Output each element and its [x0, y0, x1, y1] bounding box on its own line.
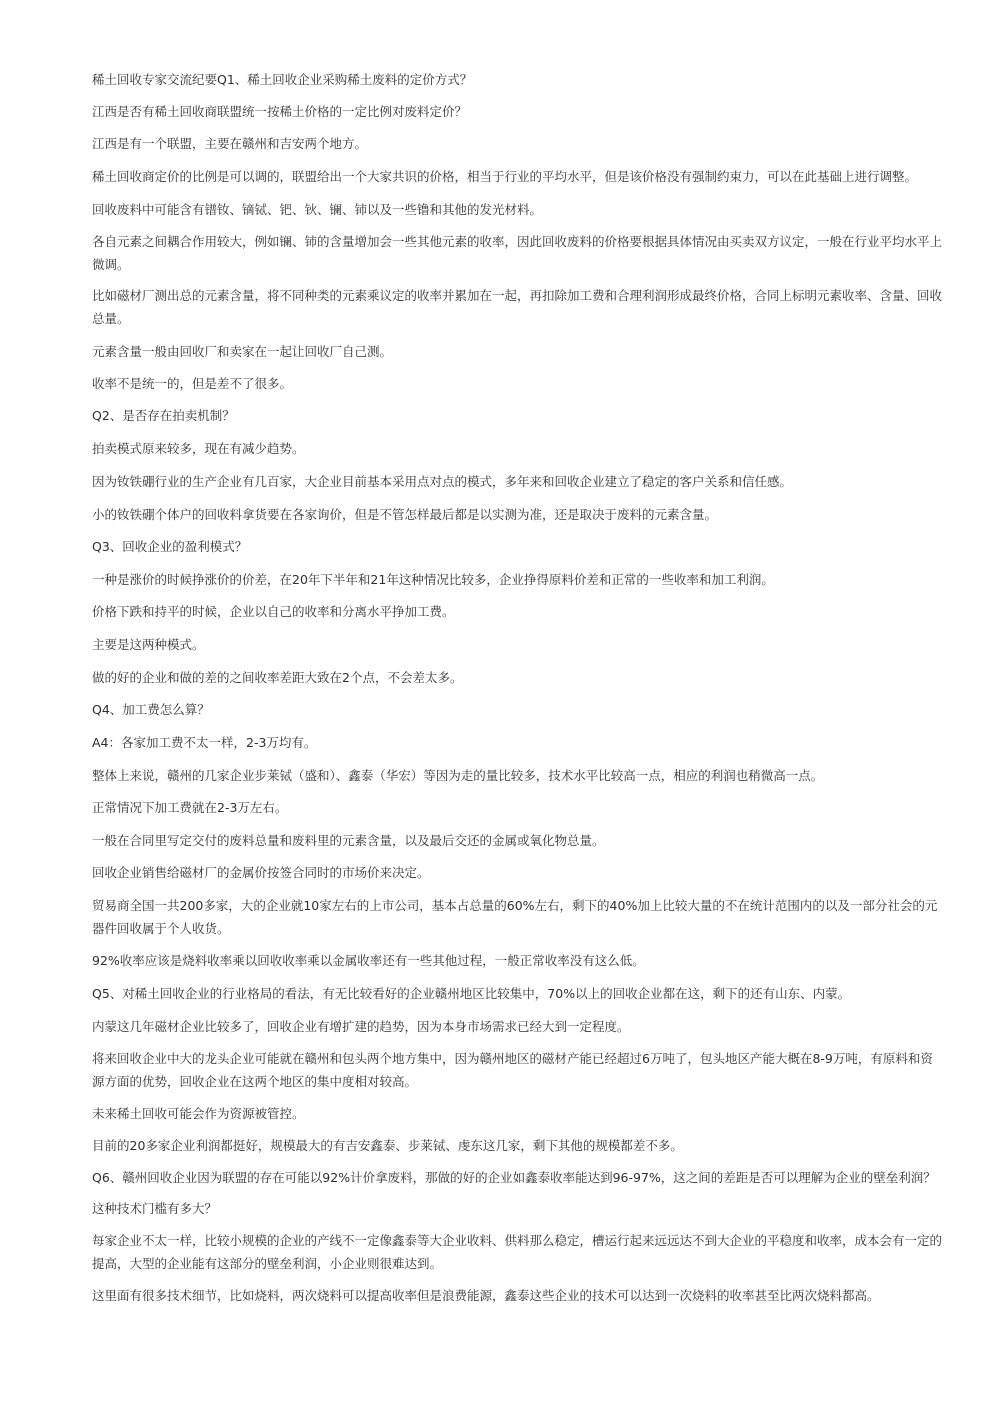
paragraph: 因为钕铁硼行业的生产企业有几百家，大企业目前基本采用点对点的模式，多年来和回收企业建立了稳定的客户关系和信任感。 — [92, 474, 793, 489]
paragraph: 正常情况下加工费就在2-3万左右。 — [92, 800, 288, 815]
question-heading: Q3、回收企业的盈利模式？ — [92, 539, 248, 554]
question-heading: Q5、对稀土回收企业的行业格局的看法，有无比较看好的企业赣州地区比较集中，70%以上的回收企业都在这，剩下的还有山东、内蒙。 — [92, 986, 851, 1001]
paragraph: 稀土回收商定价的比例是可以调的，联盟给出一个大家共识的价格，相当于行业的平均水平，但是该价格没有强制约束力，可以在此基础上进行调整。 — [92, 169, 918, 184]
paragraph: 将来回收企业中大的龙头企业可能就在赣州和包头两个地方集中，因为赣州地区的磁材产能已经超过6万吨了，包头地区产能大概在8-9万吨，有原料和资源方面的优势，回收企业在这两个地区的集中度相对较高。 — [92, 1051, 933, 1089]
paragraph: 主要是这两种模式。 — [92, 637, 205, 652]
paragraph: 小的钕铁硼个体户的回收料拿货要在各家询价，但是不管怎样最后都是以实测为准，还是取决于废料的元素含量。 — [92, 507, 718, 522]
paragraph: 整体上来说，赣州的几家企业步莱铽（盛和）、鑫泰（华宏）等因为走的量比较多，技术水平比较高一点，相应的利润也稍微高一点。 — [92, 768, 824, 783]
paragraph-title: 稀土回收专家交流纪要Q1、稀土回收企业采购稀土废料的定价方式？ — [92, 72, 473, 87]
paragraph: 价格下跌和持平的时候，企业以自己的收率和分离水平挣加工费。 — [92, 604, 455, 619]
paragraph: 92%收率应该是烧料收率乘以回收收率乘以金属收率还有一些其他过程，一般正常收率没有这么低。 — [92, 953, 645, 968]
paragraph: 每家企业不太一样，比较小规模的企业的产线不一定像鑫泰等大企业收料、供料那么稳定，槽运行起来远远达不到大企业的平稳度和收率，成本会有一定的提高，大型的企业能有这部分的壁垒利润，小企业则很难达到。 — [92, 1233, 943, 1271]
paragraph: 各自元素之间耦合作用较大，例如镧、铈的含量增加会一些其他元素的收率，因此回收废料的价格要根据具体情况由买卖双方议定，一般在行业平均水平上微调。 — [92, 234, 943, 272]
paragraph: 回收废料中可能含有镨钕、镝铽、钯、钬、镧、铈以及一些镥和其他的发光材料。 — [92, 202, 543, 217]
paragraph: 元素含量一般由回收厂和卖家在一起让回收厂自己测。 — [92, 344, 393, 359]
question-heading: Q4、加工费怎么算？ — [92, 702, 210, 717]
paragraph: 江西是否有稀土回收商联盟统一按稀土价格的一定比例对废料定价？ — [92, 104, 468, 119]
paragraph: 江西是有一个联盟，主要在赣州和吉安两个地方。 — [92, 136, 368, 151]
document-body — [92, 68, 942, 1307]
question-heading: 这种技术门槛有多大？ — [92, 1201, 218, 1216]
paragraph: 一种是涨价的时候挣涨价的价差，在20年下半年和21年这种情况比较多，企业挣得原料价差和正常的一些收率和加工利润。 — [92, 572, 774, 587]
paragraph: 收率不是统一的，但是差不了很多。 — [92, 376, 293, 391]
paragraph: 贸易商全国一共200多家，大的企业就10家左右的上市公司，基本占总量的60%左右，剩下的40%加上比较大量的不在统计范围内的以及一部分社会的元器件回收属于个人收货。 — [92, 898, 938, 936]
paragraph: 内蒙这几年磁材企业比较多了，回收企业有增扩建的趋势，因为本身市场需求已经大到一定程度。 — [92, 1019, 630, 1034]
paragraph: 这里面有很多技术细节，比如烧料，两次烧料可以提高收率但是浪费能源，鑫泰这些企业的技术可以达到一次烧料的收率甚至比两次烧料都高。 — [92, 1288, 880, 1303]
paragraph: 比如磁材厂测出总的元素含量，将不同种类的元素乘议定的收率并累加在一起，再扣除加工费和合理利润形成最终价格，合同上标明元素收率、含量、回收总量。 — [92, 288, 943, 326]
question-heading: Q2、是否存在拍卖机制？ — [92, 408, 235, 423]
paragraph: 未来稀土回收可能会作为资源被管控。 — [92, 1106, 305, 1121]
paragraph: 做的好的企业和做的差的之间收率差距大致在2个点，不会差太多。 — [92, 670, 463, 685]
paragraph: 目前的20多家企业利润都挺好，规模最大的有吉安鑫泰、步莱铽、虔东这几家，剩下其他的规模都差不多。 — [92, 1138, 683, 1153]
paragraph: 拍卖模式原来较多，现在有减少趋势。 — [92, 441, 305, 456]
paragraph: 一般在合同里写定交付的废料总量和废料里的元素含量，以及最后交还的金属或氧化物总量。 — [92, 833, 605, 848]
question-heading: Q6、赣州回收企业因为联盟的存在可能以92%计价拿废料，那做的好的企业如鑫泰收率能达到96-97%，这之间的差距是否可以理解为企业的壁垒利润？ — [92, 1170, 936, 1185]
answer-paragraph: A4：各家加工费不太一样，2-3万均有。 — [92, 735, 317, 750]
paragraph: 回收企业销售给磁材厂的金属价按签合同时的市场价来决定。 — [92, 865, 430, 880]
